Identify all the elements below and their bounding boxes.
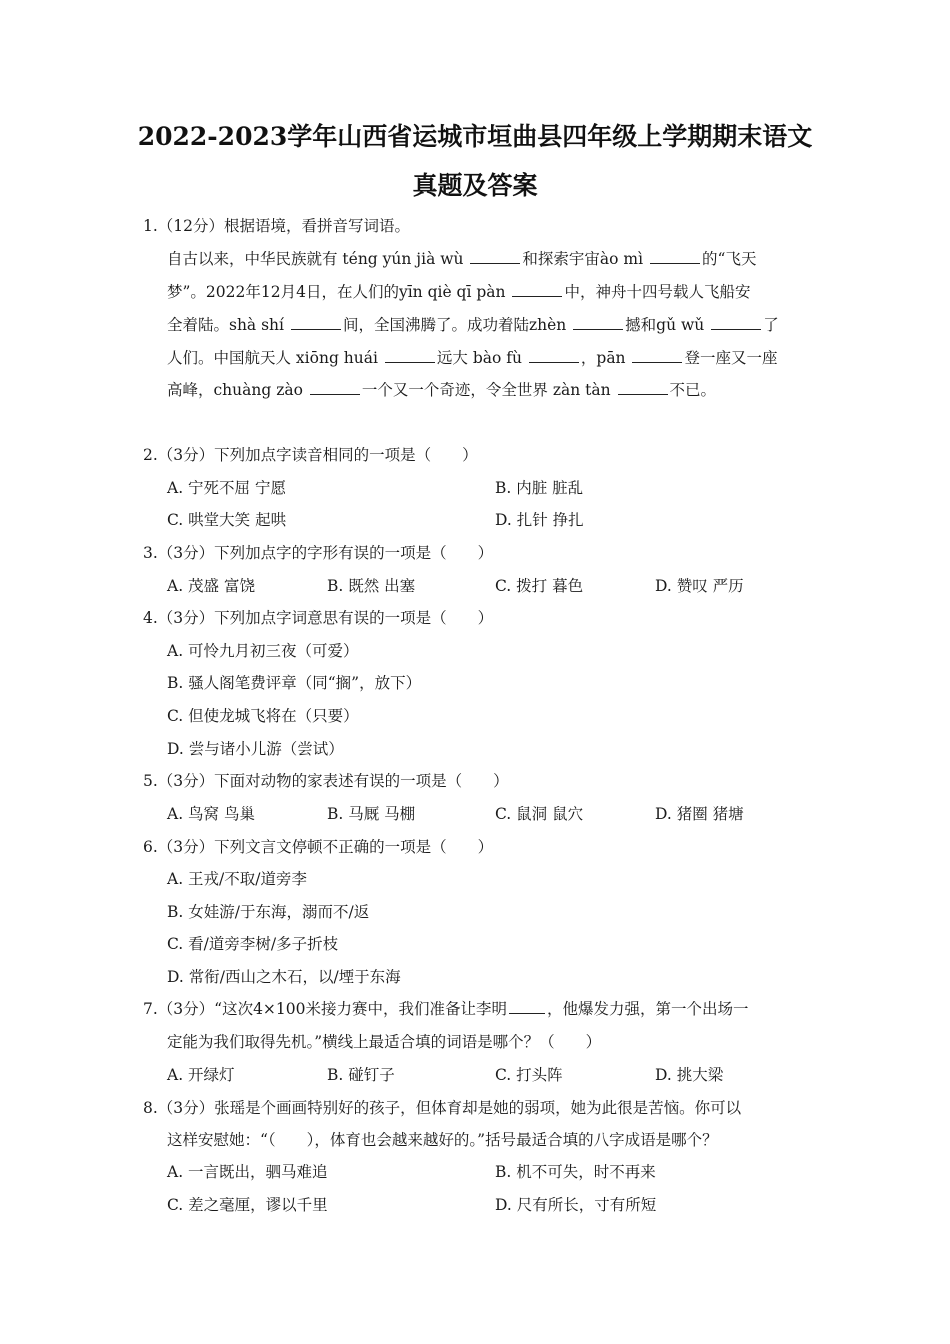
- answer-blank[interactable]: [529, 348, 579, 363]
- q4-option-a[interactable]: A. 可怜九月初三夜（可爱）: [167, 642, 359, 660]
- answer-blank[interactable]: [291, 315, 341, 330]
- q2-option-a[interactable]: A. 宁死不屈 宁愿: [167, 479, 286, 497]
- q4-stem: 4.（3分）下列加点字词意思有误的一项是（ ）: [143, 609, 494, 627]
- answer-blank[interactable]: [470, 249, 520, 264]
- q8-stem: 8.（3分）张瑶是个画画特别好的孩子，但体育却是她的弱项，她为此很是苦恼。你可以: [143, 1099, 742, 1117]
- q6-option-b[interactable]: B. 女娃游/于东海，溺而不/返: [167, 903, 370, 921]
- q1-paragraph-line-5: 高峰，chuàng zào 一个又一个奇迹，令全世界 zàn tàn 不已。: [167, 381, 717, 399]
- answer-blank[interactable]: [573, 315, 623, 330]
- q4-option-c[interactable]: C. 但使龙城飞将在（只要）: [167, 707, 359, 725]
- q1-paragraph-line-3: 全着陆。shà shí 间，全国沸腾了。成功着陆zhèn 撼和gǔ wǔ 了: [167, 316, 779, 334]
- q4-option-b[interactable]: B. 骚人阁笔费评章（同“搁”，放下）: [167, 674, 422, 692]
- q5-option-b[interactable]: B. 马厩 马棚: [327, 805, 416, 823]
- answer-blank[interactable]: [310, 380, 360, 395]
- q2-option-c[interactable]: C. 哄堂大笑 起哄: [167, 511, 287, 529]
- answer-blank[interactable]: [711, 315, 761, 330]
- q3-stem: 3.（3分）下列加点字的字形有误的一项是（ ）: [143, 544, 494, 562]
- q1-stem: 1.（12分）根据语境，看拼音写词语。: [143, 217, 411, 235]
- q7-option-a[interactable]: A. 开绿灯: [167, 1066, 235, 1084]
- q3-option-c[interactable]: C. 拨打 暮色: [495, 577, 584, 595]
- q3-option-a[interactable]: A. 茂盛 富饶: [167, 577, 255, 595]
- q8-stem-line-2: 这样安慰她：“（ ），体育也会越来越好的。”括号最适合填的八字成语是哪个？: [167, 1131, 718, 1149]
- q7-stem: 7.（3分）“这次4×100米接力赛中，我们准备让李明 ，他爆发力强，第一个出场一: [143, 1000, 749, 1018]
- document-title-line-1: 2022-2023学年山西省运城市垣曲县四年级上学期期末语文: [137, 122, 813, 151]
- answer-blank[interactable]: [509, 999, 545, 1014]
- q5-option-a[interactable]: A. 鸟窝 鸟巢: [167, 805, 255, 823]
- q6-option-a[interactable]: A. 王戎/不取/道旁李: [167, 870, 307, 888]
- q5-stem: 5.（3分）下面对动物的家表述有误的一项是（ ）: [143, 772, 509, 790]
- q4-option-d[interactable]: D. 尝与诸小儿游（尝试）: [167, 740, 344, 758]
- answer-blank[interactable]: [385, 348, 435, 363]
- q7-option-c[interactable]: C. 打头阵: [495, 1066, 563, 1084]
- answer-blank[interactable]: [512, 282, 562, 297]
- answer-blank[interactable]: [618, 380, 668, 395]
- q7-stem-line-2: 定能为我们取得先机。”横线上最适合填的词语是哪个？（ ）: [167, 1033, 602, 1051]
- q8-option-b[interactable]: B. 机不可失，时不再来: [495, 1163, 656, 1181]
- q2-option-b[interactable]: B. 内脏 脏乱: [495, 479, 584, 497]
- q8-option-c[interactable]: C. 差之毫厘，谬以千里: [167, 1196, 328, 1214]
- q3-option-d[interactable]: D. 赞叹 严历: [655, 577, 744, 595]
- q1-paragraph-line-2: 梦”。2022年12月4日，在人们的yīn qiè qī pàn 中，神舟十四号载人飞船安: [167, 283, 751, 301]
- answer-blank[interactable]: [650, 249, 700, 264]
- q7-option-d[interactable]: D. 挑大梁: [655, 1066, 724, 1084]
- document-title-line-2: 真题及答案: [412, 171, 538, 200]
- answer-blank[interactable]: [632, 348, 682, 363]
- q2-option-d[interactable]: D. 扎针 挣扎: [495, 511, 584, 529]
- q6-option-c[interactable]: C. 看/道旁李树/多子折枝: [167, 935, 339, 953]
- q1-paragraph-line-1: 自古以来，中华民族就有 téng yún jià wù 和探索宇宙ào mì 的“飞天: [167, 250, 757, 268]
- q5-option-c[interactable]: C. 鼠洞 鼠穴: [495, 805, 584, 823]
- q6-stem: 6.（3分）下列文言文停顿不正确的一项是（ ）: [143, 838, 494, 856]
- q7-option-b[interactable]: B. 碰钉子: [327, 1066, 395, 1084]
- q1-paragraph-line-4: 人们。中国航天人 xiōng huái 远大 bào fù ，pān 登一座又一座: [167, 349, 778, 367]
- q8-option-d[interactable]: D. 尺有所长，寸有所短: [495, 1196, 657, 1214]
- q6-option-d[interactable]: D. 常衔/西山之木石，以/堙于东海: [167, 968, 401, 986]
- q5-option-d[interactable]: D. 猪圈 猪塘: [655, 805, 744, 823]
- q2-stem: 2.（3分）下列加点字读音相同的一项是（ ）: [143, 446, 478, 464]
- q3-option-b[interactable]: B. 既然 出塞: [327, 577, 416, 595]
- q8-option-a[interactable]: A. 一言既出，驷马难追: [167, 1163, 328, 1181]
